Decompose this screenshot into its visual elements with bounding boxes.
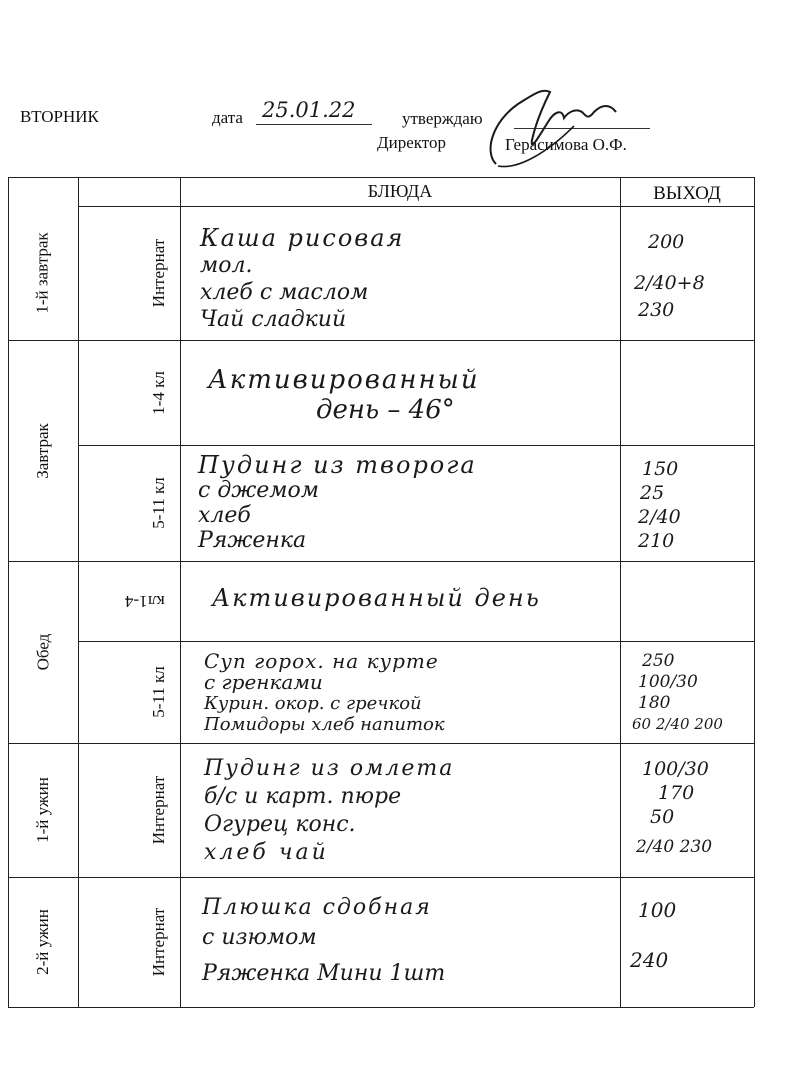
dish-item: Курин. окор. с гречкой: [204, 693, 422, 714]
dish-item: Помидоры хлеб напиток: [204, 714, 445, 735]
group-label-internat-dinner2: Интернат: [149, 907, 169, 977]
date-underline: [256, 124, 372, 125]
output-item: 100/30: [642, 758, 709, 780]
dishes-lunch-1-4: [212, 585, 541, 612]
group-label-5-11-lunch: 5-11 кл: [149, 666, 168, 718]
menu-table: [8, 177, 754, 1007]
output-column-header: ВЫХОД: [653, 183, 721, 204]
dishes-breakfast-1-4: [208, 365, 480, 425]
output-item: 150: [642, 458, 679, 480]
director-name: Герасимова О.Ф.: [505, 135, 627, 154]
dish-item: б/с и карт. пюре: [204, 784, 402, 809]
dishes-column-header: БЛЮДА: [367, 181, 433, 201]
outputs-breakfast-5-11: [638, 457, 681, 553]
group-label-1-4-lunch: 1-4 кл: [124, 592, 165, 611]
meal-label-breakfast: Завтрак: [32, 422, 52, 479]
meal-label-dinner1: 1-й ужин: [32, 777, 52, 843]
date-label: дата: [212, 108, 243, 127]
dish-item: мол.: [200, 253, 253, 278]
output-item: 60 2/40 200: [632, 715, 723, 733]
outputs-dinner1: [636, 757, 712, 859]
dishes-dinner2: [202, 893, 445, 989]
signature-icon: [478, 82, 628, 177]
dish-item: Плюшка сдобная: [202, 895, 432, 920]
group-label-internat: Интернат: [149, 238, 169, 308]
output-item: 240: [630, 948, 669, 972]
group-label-1-4: 1-4 кл: [149, 370, 168, 415]
output-item: 2/40 230: [636, 837, 713, 857]
dishes-lunch-5-11: [204, 651, 445, 735]
group-label-internat-dinner1: Интернат: [149, 775, 169, 845]
meal-label-dinner2: 2-й ужин: [32, 909, 52, 975]
dish-item: Ряженка Мини 1шт: [202, 961, 446, 986]
dish-item: Ряженка: [198, 528, 307, 553]
dish-item: с гренками: [204, 670, 323, 694]
output-item: 100/30: [638, 672, 698, 692]
dish-item: Пудинг из творога: [198, 451, 477, 479]
output-item: 200: [648, 231, 685, 253]
approve-label: утверждаю: [402, 109, 483, 128]
output-item: 210: [638, 530, 675, 552]
output-item: 230: [638, 299, 675, 321]
outputs-lunch-5-11: [632, 651, 723, 735]
dish-item: хлеб: [198, 503, 251, 528]
output-item: 250: [642, 651, 675, 671]
output-item: 2/40: [638, 506, 681, 528]
output-item: 25: [640, 482, 665, 504]
output-item: 180: [638, 693, 671, 713]
outputs-breakfast1: [634, 229, 705, 324]
dish-item: хлеб с маслом: [200, 280, 369, 305]
dish-item: хлеб чай: [204, 840, 329, 865]
output-item: 170: [658, 782, 695, 804]
dish-item: Чай сладкий: [200, 307, 347, 332]
dish-item: с джемом: [198, 478, 320, 503]
output-item: 100: [638, 898, 677, 922]
dish-item: с изюмом: [202, 925, 317, 950]
dish-item: Пудинг из омлета: [204, 756, 455, 781]
output-item: 50: [650, 806, 675, 828]
dishes-breakfast-5-11: [198, 453, 477, 553]
director-label: Директор: [377, 133, 446, 152]
dishes-dinner1: [204, 755, 454, 867]
dish-item: Огурец конс.: [204, 812, 356, 837]
meal-label-lunch: Обед: [33, 633, 52, 671]
outputs-dinner2: [630, 897, 676, 973]
dish-item: день – 46°: [316, 395, 455, 425]
dish-item: Каша рисовая: [200, 224, 405, 252]
date-value: 25.01.22: [262, 98, 356, 122]
group-label-5-11: 5-11 кл: [149, 477, 168, 529]
dish-item: Активированный: [208, 365, 480, 395]
dishes-breakfast1: [200, 225, 404, 333]
meal-label-breakfast1: 1-й завтрак: [33, 232, 53, 314]
output-item: 2/40+8: [634, 272, 705, 294]
dish-item: Суп горох. на курте: [204, 649, 439, 673]
dish-item: Активированный день: [212, 584, 541, 612]
day-title: ВТОРНИК: [20, 107, 99, 126]
